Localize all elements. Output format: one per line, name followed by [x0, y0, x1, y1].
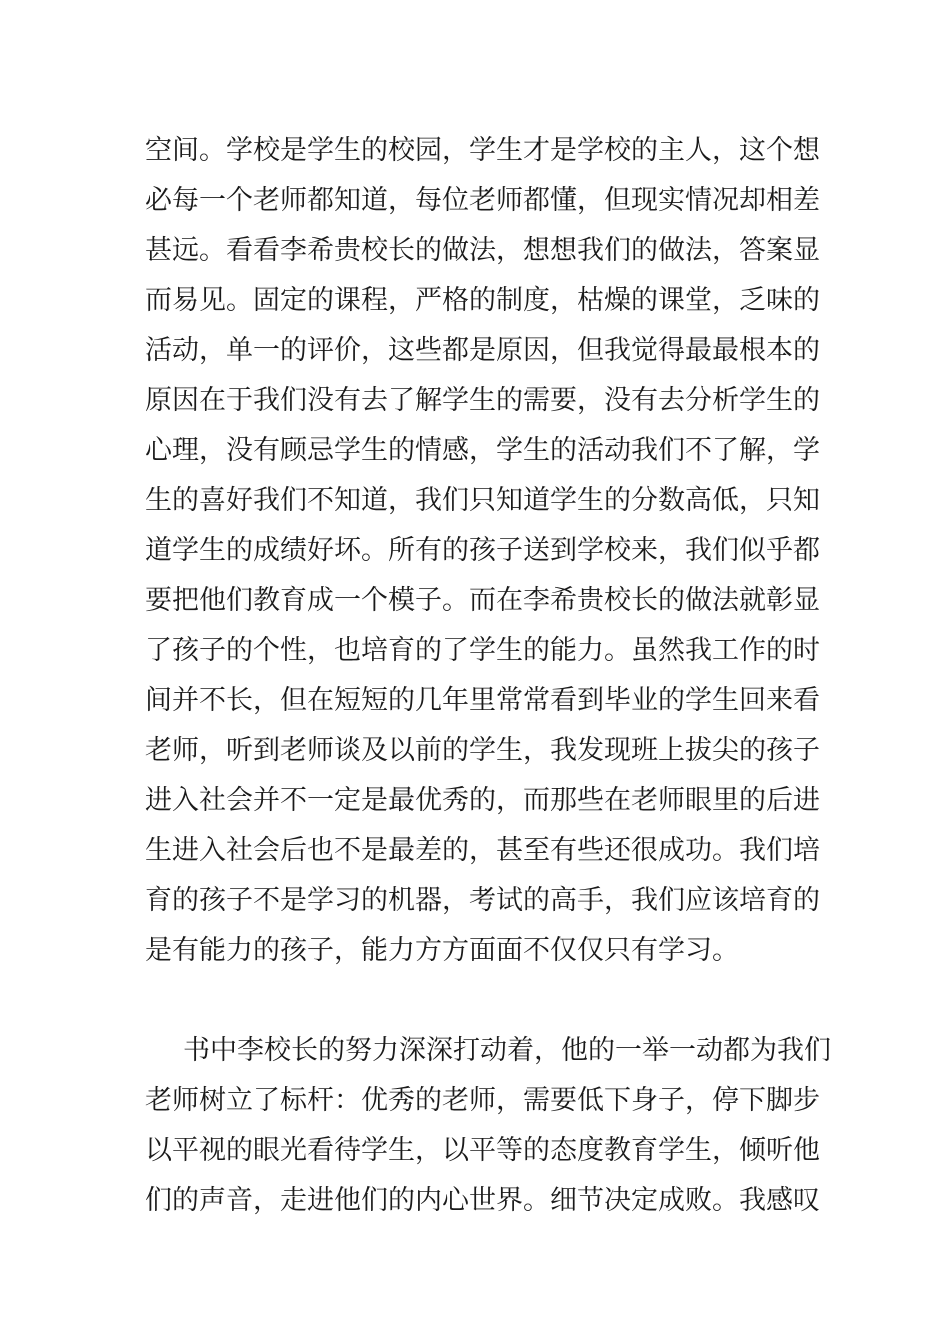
text-line: 进入社会并不一定是最优秀的，而那些在老师眼里的后进 [145, 785, 820, 816]
text-line: 而易见。固定的课程，严格的制度，枯燥的课堂，乏味的 [145, 285, 820, 316]
text-line: 了孩子的个性，也培育的了学生的能力。虽然我工作的时 [145, 635, 820, 666]
text-line: 是有能力的孩子，能力方方面面不仅仅只有学习。 [145, 935, 739, 966]
text-line: 书中李校长的努力深深打动着，他的一举一动都为我们 [183, 1035, 831, 1066]
text-line: 生的喜好我们不知道，我们只知道学生的分数高低，只知 [145, 485, 820, 516]
text-line: 们的声音，走进他们的内心世界。细节决定成败。我感叹 [145, 1185, 820, 1216]
text-line: 甚远。看看李希贵校长的做法，想想我们的做法，答案显 [145, 235, 820, 266]
text-line: 老师树立了标杆：优秀的老师，需要低下身子，停下脚步 [145, 1085, 820, 1116]
text-line: 育的孩子不是学习的机器，考试的高手，我们应该培育的 [145, 885, 820, 916]
text-line: 空间。学校是学生的校园，学生才是学校的主人，这个想 [145, 135, 820, 166]
text-line: 活动，单一的评价，这些都是原因，但我觉得最最根本的 [145, 335, 820, 366]
text-line: 道学生的成绩好坏。所有的孩子送到学校来，我们似乎都 [145, 535, 820, 566]
text-line: 要把他们教育成一个模子。而在李希贵校长的做法就彰显 [145, 585, 820, 616]
text-line: 心理，没有顾忌学生的情感，学生的活动我们不了解，学 [145, 435, 820, 466]
text-line: 原因在于我们没有去了解学生的需要，没有去分析学生的 [145, 385, 820, 416]
text-line: 以平视的眼光看待学生，以平等的态度教育学生，倾听他 [145, 1135, 820, 1166]
text-line: 必每一个老师都知道，每位老师都懂，但现实情况却相差 [145, 185, 820, 216]
text-line: 间并不长，但在短短的几年里常常看到毕业的学生回来看 [145, 685, 820, 716]
text-line: 生进入社会后也不是最差的，甚至有些还很成功。我们培 [145, 835, 820, 866]
text-line: 老师，听到老师谈及以前的学生，我发现班上拔尖的孩子 [145, 735, 820, 766]
